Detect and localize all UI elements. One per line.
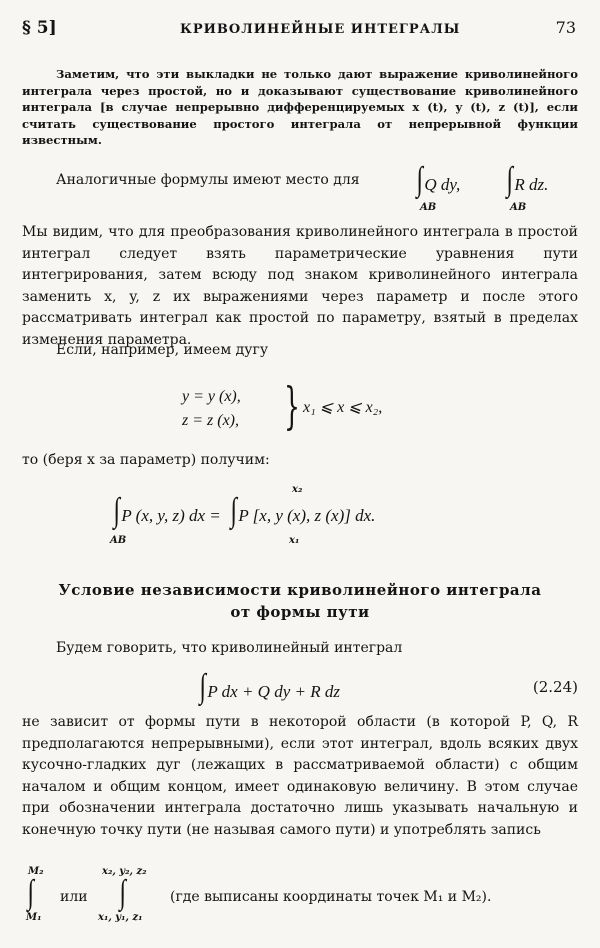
main-formula-right: P [x, y (x), z (x)] dx. (238, 506, 376, 525)
independence-paragraph: не зависит от формы пути в некоторой области (в которой P, Q, R предполагаются непрерывными), если этот интеграл, вдоль всяких двух кусочно-гладких дуг (лежащих в рассматриваемой области) с общим началом и общим концом, имеет одинаковую величину. В этом случае при обозначении интеграла достаточно лишь указывать начальную и конечную точку пути (не называя самого пути) и употреблять запись (22, 714, 578, 838)
integral-sign: ∫ (113, 492, 120, 529)
analog-limit-2: AB (510, 202, 527, 213)
then-paragraph: то (беря x за параметр) получим: (22, 452, 270, 468)
heading-line-2: от формы пути (230, 603, 370, 621)
last-limit-2-upper: x₂, y₂, z₂ (102, 866, 147, 877)
analog-formula-1-expr: Q dy, (424, 175, 461, 194)
main-limit-upper: x₂ (292, 484, 303, 495)
arc-system (182, 385, 241, 433)
equation-number: (2.24) (532, 678, 578, 696)
integral-sign: ∫ (119, 874, 126, 911)
method-paragraph: Мы видим, что для преобразования криволинейного интеграла в простой интеграл следует взять параметрические уравнения пути интегрирования, затем всюду под знаком криволинейного интеграла заменить x, y, z их выражениями через параметр и после этого рассматривать интеграл как простой по параметру, взятый в пределах изменения параметра. (22, 224, 578, 348)
last-integral-2 (118, 876, 127, 910)
formula-2-24 (198, 670, 340, 704)
arc-equation-z: z = z (x), (182, 412, 240, 429)
integral-sign: ∫ (506, 161, 513, 198)
analog-formula-1 (415, 163, 460, 197)
integral-sign: ∫ (27, 874, 34, 911)
last-limit-1-upper: M₂ (28, 866, 44, 877)
or-word: или (60, 889, 88, 905)
analog-formula-2-expr: R dz. (514, 175, 549, 194)
last-integral-1 (26, 876, 35, 910)
main-limit-lower: x₁ (289, 535, 300, 546)
last-text: (где выписаны координаты точек M₁ и M₂). (170, 889, 492, 905)
remark-paragraph: Заметим, что эти выкладки не только дают выражение криволинейного интеграла через простой, но и доказывают существование криволинейного интеграла [в случае непрерывно дифференцируемых x (t), y (t), z (t)], если считать существование простого интеграла от непрерывной функции известным. (22, 67, 578, 147)
arc-equation-y: y = y (x), (182, 388, 241, 405)
main-formula-left: P (x, y, z) dx = (121, 506, 221, 525)
main-limit-ab: AB (110, 535, 127, 546)
formula-2-24-expr: P dx + Q dy + R dz (207, 682, 340, 701)
section-heading (0, 579, 600, 623)
analog-formula-2 (505, 163, 548, 197)
integral-sign: ∫ (199, 668, 206, 705)
analog-limit-1: AB (420, 202, 437, 213)
section-number: § 5] (22, 18, 57, 38)
page-number: 73 (555, 18, 576, 37)
analog-text: Аналогичные формулы имеют место для (56, 172, 360, 188)
heading-line-1: Условие независимости криволинейного интеграла (58, 581, 542, 599)
running-title: КРИВОЛИНЕЙНЫЕ ИНТЕГРАЛЫ (180, 22, 461, 37)
system-brace: } (283, 377, 300, 435)
last-limit-2-lower: x₁, y₁, z₁ (98, 912, 143, 923)
arc-range: x₁ ⩽ x ⩽ x₂, (303, 399, 383, 416)
say-paragraph: Будем говорить, что криволинейный интеграл (56, 640, 403, 656)
example-paragraph: Если, например, имеем дугу (56, 342, 269, 358)
integral-sign: ∫ (230, 492, 237, 529)
integral-sign: ∫ (416, 161, 423, 198)
last-limit-1-lower: M₁ (26, 912, 42, 923)
analog-line (22, 170, 578, 192)
main-formula (112, 494, 375, 528)
